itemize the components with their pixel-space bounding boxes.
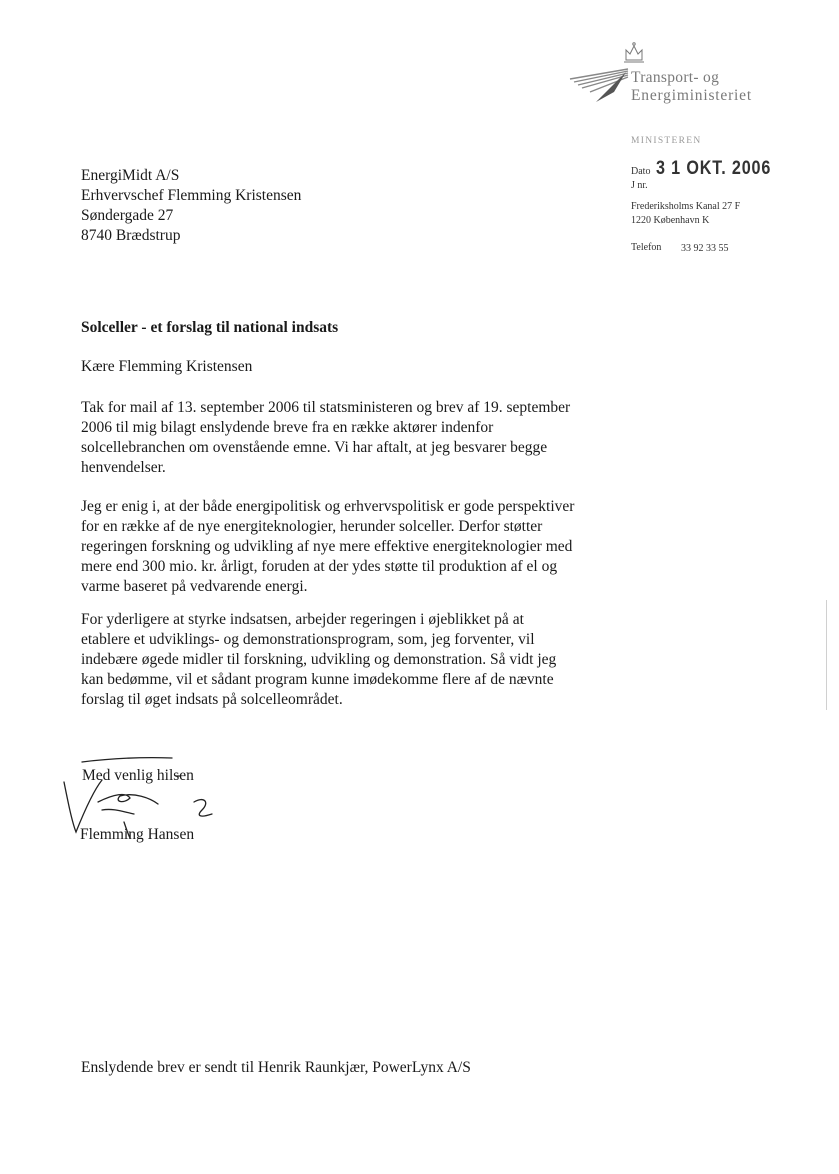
date-stamp: 3 1 OKT. 2006	[656, 158, 772, 179]
office-label: MINISTEREN	[631, 136, 702, 146]
date-label: Dato	[631, 166, 651, 177]
body-paragraph	[81, 610, 556, 710]
salutation: Kære Flemming Kristensen	[81, 358, 253, 375]
recipient-line: Erhvervschef Flemming Kristensen	[81, 187, 302, 204]
paragraph-line: forslag til øget indsats på solcelleområdet.	[81, 691, 343, 708]
phone-number: 33 92 33 55	[681, 243, 729, 254]
recipient-line: 8740 Brædstrup	[81, 227, 181, 244]
sender-address-line2: 1220 København K	[631, 215, 710, 226]
journal-number-label: J nr.	[631, 180, 648, 191]
paragraph-line: etablere et udviklings- og demonstrationsprogram, som, jeg forventer, vil	[81, 631, 535, 648]
paragraph-line: indebære øgede midler til forskning, udvikling og demonstration. Så vidt jeg	[81, 651, 557, 668]
recipient-line: EnergiMidt A/S	[81, 167, 180, 184]
paragraph-line: varme baseret på vedvarende energi.	[81, 578, 308, 595]
paragraph-line: kan bedømme, vil et sådant program kunne imødekomme flere af de nævnte	[81, 671, 554, 688]
org-name-line2: Energiministeriet	[631, 87, 752, 104]
paragraph-line: mere end 300 mio. kr. årligt, foruden at der ydes støtte til produktion af el og	[81, 558, 558, 575]
paragraph-line: henvendelser.	[81, 459, 166, 476]
closing: Med venlig hilsen	[82, 767, 194, 784]
body-paragraph	[81, 398, 570, 478]
paragraph-line: regeringen forskning og udvikling af nye mere effektive energiteknologier med	[81, 538, 573, 555]
paragraph-line: Jeg er enig i, at der både energipolitisk og erhvervspolitisk er gode perspektiver	[81, 498, 575, 515]
recipient-address	[81, 166, 301, 246]
phone-label: Telefon	[631, 242, 662, 253]
footer-note: Enslydende brev er sendt til Henrik Raunkjær, PowerLynx A/S	[81, 1059, 471, 1076]
body-paragraph	[81, 497, 574, 597]
recipient-line: Søndergade 27	[81, 207, 174, 224]
paragraph-line: 2006 til mig bilagt enslydende breve fra en række aktører indenfor	[81, 419, 494, 436]
scan-edge-mark	[826, 600, 827, 710]
letter-subject: Solceller - et forslag til national indsats	[81, 319, 339, 336]
paragraph-line: Tak for mail af 13. september 2006 til statsministeren og brev af 19. september	[81, 399, 571, 416]
org-name-line1: Transport- og	[631, 69, 720, 86]
paragraph-line: for en række af de nye energiteknologier, herunder solceller. Derfor støtter	[81, 518, 543, 535]
paragraph-line: For yderligere at styrke indsatsen, arbejder regeringen i øjeblikket på at	[81, 611, 524, 628]
signer-name: Flemming Hansen	[80, 826, 195, 843]
paragraph-line: solcellebranchen om ovenstående emne. Vi har aftalt, at jeg besvarer begge	[81, 439, 548, 456]
sender-address-line1: Frederiksholms Kanal 27 F	[631, 201, 741, 212]
